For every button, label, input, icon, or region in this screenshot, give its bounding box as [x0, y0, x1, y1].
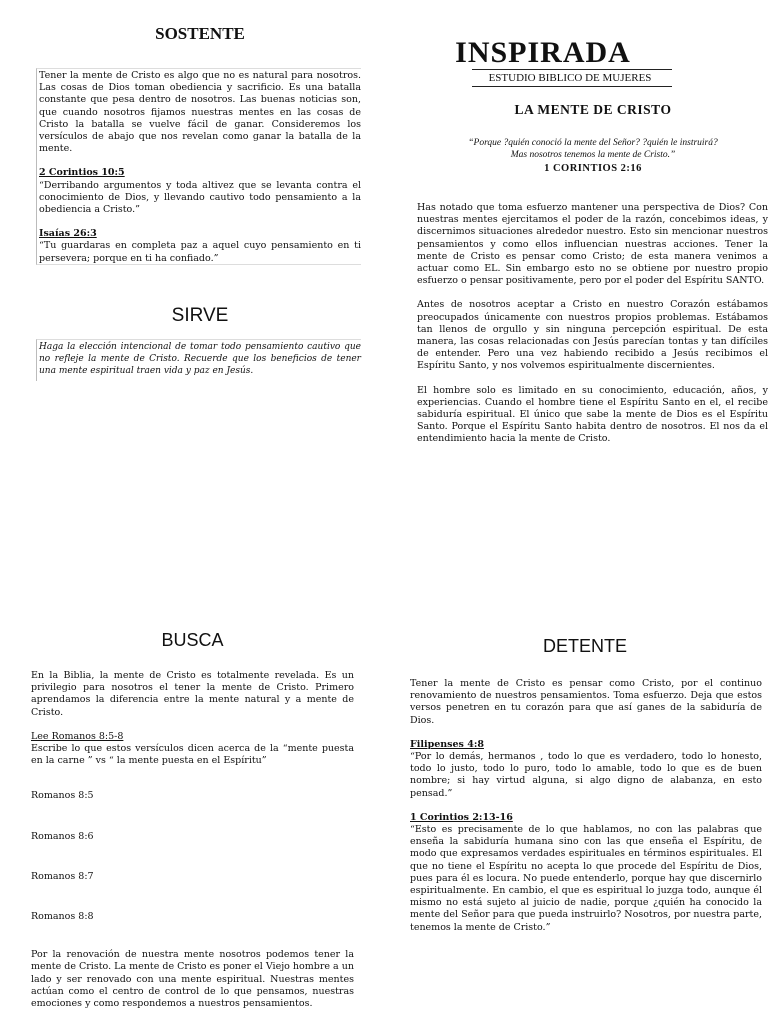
quote-line: Mas nosotros tenemos la mente de Cristo.”: [510, 150, 676, 160]
quote-line: “Porque ?quién conoció la mente del Señor? ?quién le instruirá?: [468, 138, 718, 148]
detente-title: DETENTE: [542, 636, 627, 656]
brand-rule: [472, 69, 672, 70]
sostente-title: SOSTENTE: [155, 24, 245, 43]
romans-ref: Romanos 8:6: [31, 830, 94, 842]
busca-intro: En la Biblia, la mente de Cristo es totalmente revelada. Es un privilegio para nosotros el tener la mente de Cristo. Primero aprendamos la diferencia entre la mente natural y a mente de Cristo.: [31, 670, 354, 718]
verse-text: “Por lo demás, hermanos , todo lo que es verdadero, todo lo honesto, todo lo justo, todo lo puro, todo lo amable, todo lo que es de buen nombre; si hay virtud alguna, si algo digno de alabanza, en esto pensad.”: [410, 751, 762, 799]
verse-ref: Isaías 26:3: [39, 228, 97, 240]
romans-ref: Romanos 8:7: [31, 870, 94, 882]
cover-subtitle: ESTUDIO BIBLICO DE MUJERES: [488, 72, 652, 84]
verse-ref: 2 Corintios 10:5: [39, 167, 125, 179]
verse-text: “Tu guardaras en completa paz a aquel cuyo pensamiento en ti persevera; porque en ti ha confiado.”: [39, 240, 361, 264]
verse-ref: 1 Corintios 2:13-16: [410, 811, 513, 823]
busca-closing: Por la renovación de nuestra mente nosotros podemos tener la mente de Cristo. La mente de Cristo es poner el Viejo hombre a un lado y ser renovado con una mente espiritual. Nuestras mentes actúan como el centro de control de lo que pensamos, nuestras emociones y como respondemos a nuestros pensamientos.: [31, 949, 354, 1010]
cover-brand: INSPIRADA: [455, 36, 631, 69]
busca-title: BUSCA: [161, 630, 224, 650]
romans-ref: Romanos 8:5: [31, 790, 94, 802]
busca-body: [31, 670, 354, 1022]
detente-intro: Tener la mente de Cristo es pensar como Cristo, por el continuo renovamiento de nuestros pensamientos. Toma esfuerzo. Deja que estos versos penetren en tu corazón para que así ganes de la sabiduría de Dios.: [410, 678, 762, 726]
cover-paragraph: Has notado que toma esfuerzo mantener una perspectiva de Dios? Con nuestras mentes ejercitamos el poder de la razón, concebimos ideas, y discernimos situaciones alrededor nuestro. Esto sin mencionar nuestros pensamientos y como ellos influencian nuestras acciones. Tener la mente de Cristo es pensar como Cristo; de esta manera venimos a actuar como EL. Sin embargo esto no se obtiene por nuestro propio esfuerzo o pensar positivamente, pero por el poder del Espíritu SANTO.: [417, 202, 768, 287]
verse-ref: Filipenses 4:8: [410, 738, 484, 750]
cover-quote: [418, 137, 768, 161]
read-ref: Lee Romanos 8:5-8: [31, 730, 124, 742]
busca-instruction: Escribe lo que estos versículos dicen acerca de la “mente puesta en la carne ” vs “ la mente puesta en el Espíritu”: [31, 743, 354, 767]
detente-body: [410, 678, 762, 946]
sostente-box: [36, 68, 361, 265]
sirve-title: SIRVE: [171, 305, 229, 326]
sirve-text: Haga la elección intencional de tomar todo pensamiento cautivo que no refleje la mente de Cristo. Recuerde que los beneficios de tener una mente espiritual traen vida y paz en Jesús.: [39, 342, 361, 376]
subtitle-rule: [472, 86, 672, 87]
sirve-box: [36, 339, 361, 381]
verse-text: “Esto es precisamente de lo que hablamos, no con las palabras que enseña la sabiduría humana sino con las que enseña el Espíritu, de modo que expresamos verdades espirituales en términos espirituales. El que no tiene el Espíritu no acepta lo que procede del Espíritu de Dios, pues para él es locura. No puede entenderlo, porque hay que discernirlo espiritualmente. En cambio, el que es espiritual lo juzga todo, aunque él mismo no está sujeto al juicio de nadie, porque ¿quién ha conocido la mente del Señor para que pueda instruirlo? Nosotros, por nuestra parte, tenemos la mente de Cristo.”: [410, 824, 762, 933]
cover-paragraph: Antes de nosotros aceptar a Cristo en nuestro Corazón estábamos preocupados únicamente con nuestros propios problemas. Estábamos tan llenos de orgullo y sin ninguna percepción espiritual. De esta manera, las cosas relacionadas con Jesús parecían tontas y tan difíciles de entender. Pero una vez habiendo recibido a Jesús recibimos el Espíritu Santo, y nos volvemos espiritualmente discernientes.: [417, 299, 768, 372]
romans-ref: Romanos 8:8: [31, 911, 94, 923]
cover-quote-ref: 1 CORINTIOS 2:16: [544, 163, 642, 174]
sostente-intro: Tener la mente de Cristo es algo que no es natural para nosotros. Las cosas de Dios toman obediencia y sacrificio. Es una batalla constante que pesa dentro de nosotros. Las buenas noticias son, que cuando nosotros fijamos nuestras mentes en las cosas de Cristo la batalla se vuelve fácil de ganar. Consideremos los versículos de abajo que nos revelan como ganar la batalla de la mente.: [39, 70, 361, 155]
verse-text: “Derribando argumentos y toda altivez que se levanta contra el conocimiento de Dios, y llevando cautivo todo pensamiento a la obediencia a Cristo.”: [39, 179, 361, 216]
cover-paragraph: El hombre solo es limitado en su conocimiento, educación, años, y experiencias. Cuando el hombre tiene el Espíritu Santo en el, el recibe sabiduría espiritual. El único que sabe la mente de Dios es el Espíritu Santo. Porque el Espíritu Santo habita dentro de nosotros. El nos da el entendimiento hacia la mente de Cristo.: [417, 384, 768, 445]
cover-title: LA MENTE DE CRISTO: [514, 102, 672, 117]
cover-body: [417, 202, 768, 458]
